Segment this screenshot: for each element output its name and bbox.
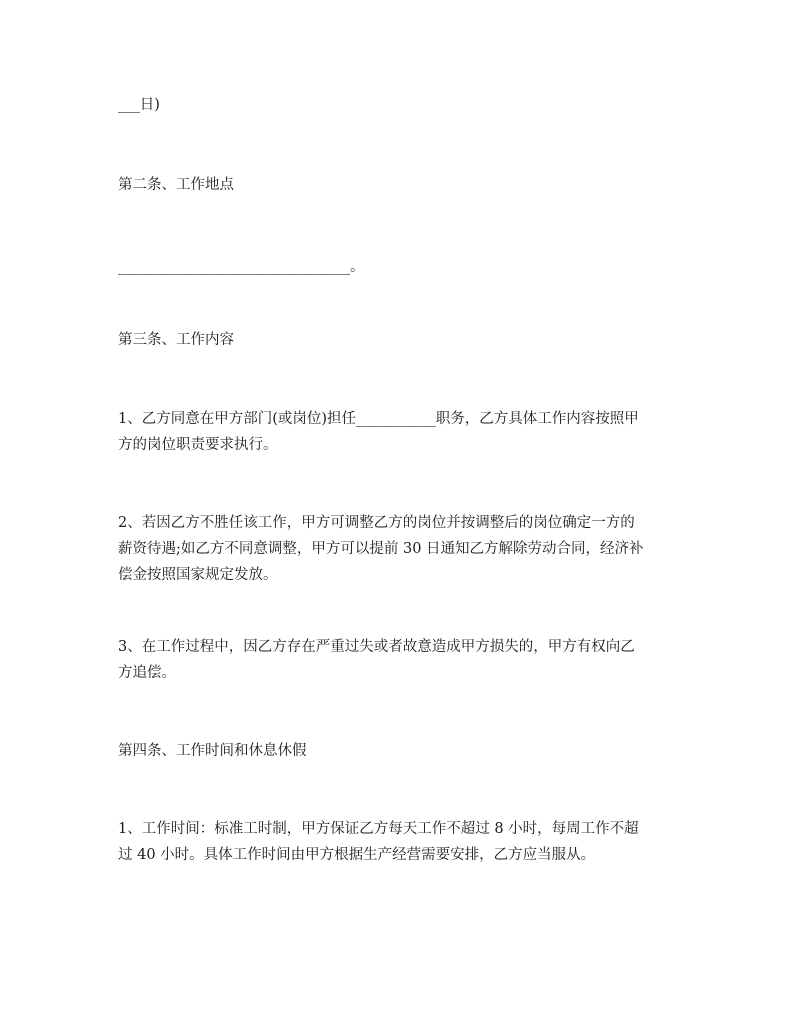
article3-item3-line1: 3、在工作过程中，因乙方存在严重过失或者故意造成甲方损失的，甲方有权向乙 — [118, 639, 635, 655]
date-fragment: ___日) — [118, 97, 160, 113]
article3-item3-line2: 方追偿。 — [118, 665, 176, 681]
work-location-blank: ________________________________。 — [118, 259, 365, 275]
article3-item3 — [118, 634, 688, 686]
article3-item1-line1: 1、乙方同意在甲方部门(或岗位)担任___________职务，乙方具体工作内容按照甲 — [118, 411, 639, 427]
article3-item1-line2: 方的岗位职责要求执行。 — [118, 437, 278, 453]
article4-item1 — [118, 816, 688, 868]
article4-item1-line2: 过 40 小时。具体工作时间由甲方根据生产经营需要安排，乙方应当服从。 — [118, 847, 596, 863]
article3-heading: 第三条、工作内容 — [118, 332, 234, 348]
article3-item2-line3: 偿金按照国家规定发放。 — [118, 567, 278, 583]
article3-item2-line2: 薪资待遇;如乙方不同意调整，甲方可以提前 30 日通知乙方解除劳动合同，经济补 — [118, 541, 644, 557]
article3-item2-line1: 2、若因乙方不胜任该工作，甲方可调整乙方的岗位并按调整后的岗位确定一方的 — [118, 515, 635, 531]
article4-item1-line1: 1、工作时间：标准工时制，甲方保证乙方每天工作不超过 8 小时，每周工作不超 — [118, 821, 639, 837]
article3-item2 — [118, 510, 688, 588]
article2-heading: 第二条、工作地点 — [118, 177, 234, 193]
article3-item1 — [118, 406, 688, 458]
article4-heading: 第四条、工作时间和休息休假 — [118, 743, 307, 759]
